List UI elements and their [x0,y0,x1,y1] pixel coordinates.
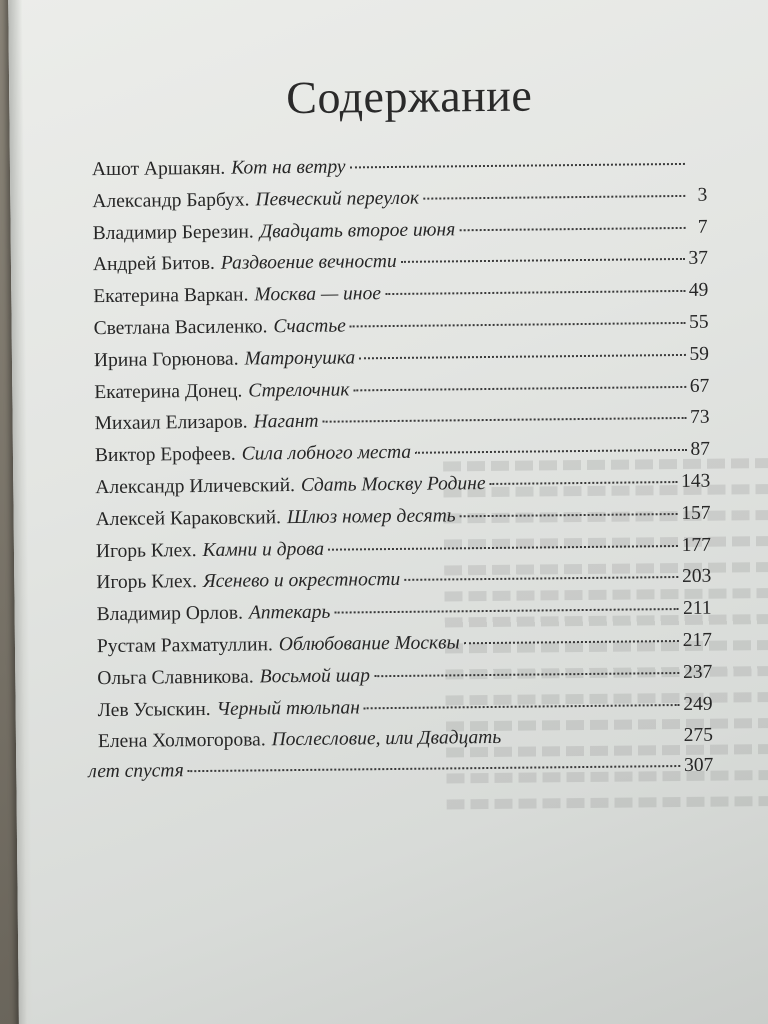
toc-leader-dots [490,481,677,485]
toc-author: Александр Барбух. [92,189,250,212]
toc-author: Игорь Клех. [96,571,198,594]
toc-work-title: Матронушка [244,347,356,370]
toc-page-number: 203 [681,566,712,588]
toc-page-number: 37 [688,248,709,270]
toc-author: Екатерина Варкан. [93,284,249,308]
toc-page-number: 7 [697,216,708,238]
toc-work-title: Певческий переулок [255,187,420,211]
toc-page-number: 275 [683,725,714,747]
toc-work-title: Камни и дрова [202,538,325,561]
toc-work-title: Счастье [273,315,346,338]
toc-leader-dots [364,704,680,709]
toc-author: Михаил Елизаров. [94,411,248,435]
toc-page-number: 87 [690,438,711,461]
toc-work-title: Двадцать второе июня [259,218,456,242]
page-title: Содержание [285,69,533,124]
toc-work-title: Сила лобного места [241,441,412,465]
toc-leader-dots [404,576,678,581]
toc-page-number: 49 [688,279,709,302]
toc-leader-dots [401,258,685,263]
table-of-contents [88,153,714,792]
toc-page-number: 217 [682,629,713,651]
toc-leader-dots [188,765,680,772]
toc-leader-dots [464,640,679,644]
toc-author: Ашот Аршакян. [91,157,226,181]
toc-work-title: Черный тюльпан [216,696,360,720]
page-edge [8,0,33,1024]
toc-page-number: 55 [689,311,709,333]
toc-work-title: Раздвоение вечности [220,251,397,275]
toc-author: Екатерина Донец. [94,380,243,403]
toc-author: Владимир Орлов. [96,602,244,626]
toc-author: Лев Усыскин. [97,698,211,721]
toc-leader-dots [350,163,685,169]
toc-page-number: 73 [690,407,710,429]
toc-work-title: Восьмой шар [259,664,371,688]
toc-leader-dots [359,354,685,359]
book-page [8,0,768,1024]
toc-work-title-continued: лет спустя [88,760,184,783]
toc-work-title: Сдать Москву Родине [300,472,486,496]
toc-author: Владимир Березин. [92,221,254,244]
toc-page-number: 177 [681,534,712,556]
toc-leader-dots [350,322,685,328]
toc-page-number: 211 [682,597,712,620]
toc-author: Александр Иличевский. [95,474,296,499]
toc-author: Елена Холмогорова. [97,729,266,753]
toc-work-title: Москва — иное [254,283,382,306]
toc-leader-dots [385,290,685,295]
toc-page-number: 143 [680,470,711,492]
toc-author: Игорь Клех. [95,539,197,562]
toc-leader-dots [423,195,685,200]
toc-page-number: 59 [689,343,710,365]
toc-leader-dots [374,672,679,677]
toc-author: Рустам Рахматуллин. [96,634,273,658]
toc-leader-dots [460,513,678,517]
toc-page-number: 3 [697,184,708,206]
toc-page-number: 157 [681,502,711,524]
toc-leader-dots [459,227,685,231]
toc-work-title: Аптекарь [248,601,331,624]
toc-work-title: Стрелочник [248,379,350,402]
toc-work-title: Кот на ветру [231,156,346,179]
toc-work-title: Шлюз номер десять [286,505,456,528]
toc-work-title: Послесловие, или Двадцать [271,727,502,751]
toc-leader-dots [334,608,679,614]
toc-leader-dots [323,417,687,423]
toc-author: Светлана Василенко. [93,316,268,340]
toc-page-number: 237 [682,661,713,683]
toc-page-number: 249 [683,693,713,715]
toc-author: Алексей Караковский. [95,506,282,530]
toc-author: Ольга Славникова. [97,666,254,689]
toc-work-title: Нагант [253,411,319,433]
toc-leader-dots [328,545,678,551]
toc-page-number: 67 [689,375,710,397]
toc-author: Андрей Битов. [92,253,215,276]
toc-author: Ирина Горюнова. [93,348,239,371]
toc-leader-dots [353,386,685,391]
toc-work-title: Ясенево и окрестности [202,569,401,593]
toc-entry-last [88,725,714,791]
toc-page-number: 307 [683,755,714,777]
toc-author: Виктор Ерофеев. [94,443,236,467]
toc-leader-dots [415,449,686,454]
toc-work-title: Облюбование Москвы [278,632,460,656]
